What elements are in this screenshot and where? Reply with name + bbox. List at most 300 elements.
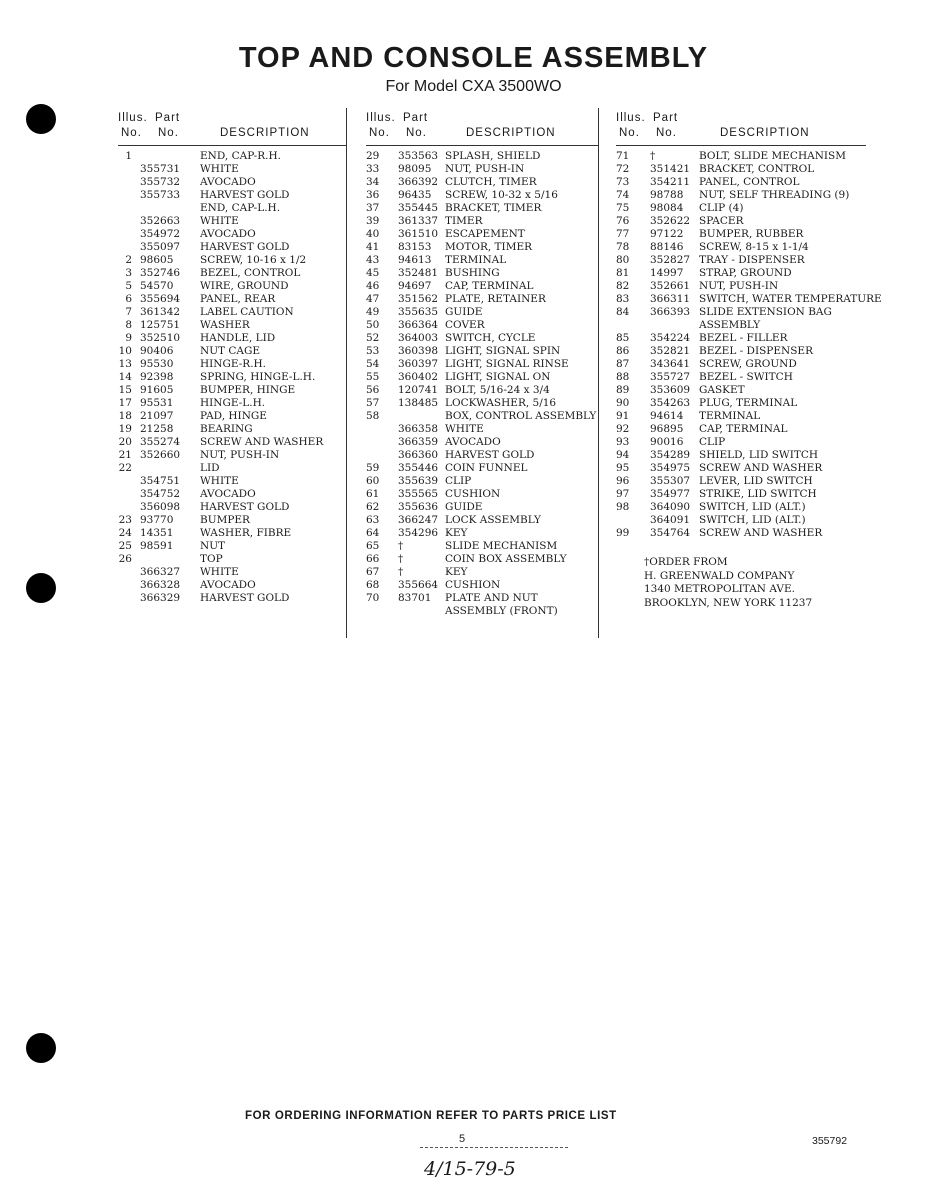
part-description: BEARING: [200, 423, 253, 435]
part-description: LEVER, LID SWITCH: [699, 475, 813, 487]
part-number: 98788: [650, 189, 684, 201]
illus-number: 95: [616, 462, 630, 474]
illus-number: 25: [118, 540, 132, 552]
illus-number: 43: [366, 254, 380, 266]
part-number: 360398: [398, 345, 439, 357]
part-description: BOX, CONTROL ASSEMBLY: [445, 410, 597, 422]
part-number: 366247: [398, 514, 439, 526]
part-description: CLIP: [699, 436, 726, 448]
part-number: 353563: [398, 150, 439, 162]
illus-number: 81: [616, 267, 630, 279]
part-number: 352663: [140, 215, 181, 227]
part-number: 352827: [650, 254, 691, 266]
illus-number: 58: [366, 410, 380, 422]
part-number: 355445: [398, 202, 439, 214]
illus-number: 2: [125, 254, 132, 266]
part-description: LOCKWASHER, 5/16: [445, 397, 557, 409]
part-description: CLIP: [445, 475, 472, 487]
part-number: 366328: [140, 579, 181, 591]
part-number: †: [650, 150, 656, 162]
illus-number: 40: [366, 228, 380, 240]
part-description: HARVEST GOLD: [200, 592, 290, 604]
part-description: SCREW, 8-15 x 1-1/4: [699, 241, 809, 253]
part-number: 355733: [140, 189, 181, 201]
handwritten-date: 4/15-79-5: [424, 1158, 516, 1180]
header-no-part: No.: [158, 127, 179, 139]
header-description: DESCRIPTION: [220, 127, 310, 139]
part-description: ASSEMBLY (FRONT): [445, 605, 558, 617]
illus-number: 76: [616, 215, 630, 227]
part-number: 352821: [650, 345, 691, 357]
illus-number: 67: [366, 566, 380, 578]
part-number: 352661: [650, 280, 691, 292]
part-number: 354977: [650, 488, 691, 500]
illus-number: 65: [366, 540, 380, 552]
part-description: BEZEL - SWITCH: [699, 371, 793, 383]
part-number: 98095: [398, 163, 432, 175]
part-description: LIGHT, SIGNAL ON: [445, 371, 551, 383]
part-description: CUSHION: [445, 579, 501, 591]
part-number: 351562: [398, 293, 439, 305]
page-number-rule: [420, 1147, 568, 1148]
part-number: 351421: [650, 163, 691, 175]
part-description: MOTOR, TIMER: [445, 241, 533, 253]
part-number: 355565: [398, 488, 439, 500]
part-description: PLUG, TERMINAL: [699, 397, 798, 409]
illus-number: 97: [616, 488, 630, 500]
part-number: 90406: [140, 345, 174, 357]
part-number: 366359: [398, 436, 439, 448]
part-number: 21258: [140, 423, 174, 435]
part-number: 138485: [398, 397, 439, 409]
part-description: STRIKE, LID SWITCH: [699, 488, 817, 500]
part-description: BRACKET, TIMER: [445, 202, 542, 214]
illus-number: 91: [616, 410, 630, 422]
illus-number: 36: [366, 189, 380, 201]
part-number: 352746: [140, 267, 181, 279]
part-description: SCREW, 10-16 x 1/2: [200, 254, 307, 266]
part-description: CUSHION: [445, 488, 501, 500]
header-rule: [616, 145, 866, 146]
header-rule: [118, 145, 346, 146]
part-number: 366392: [398, 176, 439, 188]
parts-column-3: [616, 112, 882, 609]
illus-number: 52: [366, 332, 380, 344]
part-number: 21097: [140, 410, 174, 422]
illus-number: 24: [118, 527, 132, 539]
illus-number: 72: [616, 163, 630, 175]
binder-hole-top: [26, 104, 56, 134]
part-number: 366327: [140, 566, 181, 578]
illus-number: 19: [118, 423, 132, 435]
part-description: WASHER, FIBRE: [200, 527, 292, 539]
part-description: HARVEST GOLD: [445, 449, 535, 461]
part-description: BEZEL - FILLER: [699, 332, 788, 344]
part-description: ASSEMBLY: [699, 319, 761, 331]
part-description: NUT, SELF THREADING (9): [699, 189, 850, 201]
part-description: TIMER: [445, 215, 483, 227]
illus-number: 77: [616, 228, 630, 240]
part-number: 364091: [650, 514, 691, 526]
part-number: 352481: [398, 267, 439, 279]
order-from-street: 1340 METROPOLITAN AVE.: [644, 583, 795, 595]
part-description: END, CAP-L.H.: [200, 202, 281, 214]
part-description: SCREW, GROUND: [699, 358, 797, 370]
part-number: 366360: [398, 449, 439, 461]
illus-number: 84: [616, 306, 630, 318]
illus-number: 94: [616, 449, 630, 461]
part-number: 360397: [398, 358, 439, 370]
header-rule: [366, 145, 598, 146]
illus-number: 63: [366, 514, 380, 526]
part-number: 355639: [398, 475, 439, 487]
illus-number: 56: [366, 384, 380, 396]
part-number: 343641: [650, 358, 691, 370]
header-no-part: No.: [656, 127, 677, 139]
header-illus: Illus.: [616, 112, 646, 124]
illus-number: 49: [366, 306, 380, 318]
illus-number: 17: [118, 397, 132, 409]
parts-column-1: [118, 112, 346, 604]
part-number: 366364: [398, 319, 439, 331]
illus-number: 33: [366, 163, 380, 175]
illus-number: 74: [616, 189, 630, 201]
order-from-company: H. GREENWALD COMPANY: [644, 569, 795, 582]
column-header: [118, 112, 346, 144]
header-no-part: No.: [406, 127, 427, 139]
part-description: HANDLE, LID: [200, 332, 276, 344]
part-number: 360402: [398, 371, 439, 383]
part-description: SWITCH, LID (ALT.): [699, 501, 806, 513]
part-description: ESCAPEMENT: [445, 228, 525, 240]
part-number: 354972: [140, 228, 181, 240]
illus-number: 57: [366, 397, 380, 409]
part-number: 95530: [140, 358, 174, 370]
part-number: 361510: [398, 228, 439, 240]
part-description: SCREW AND WASHER: [699, 527, 823, 539]
illus-number: 9: [125, 332, 132, 344]
part-description: AVOCADO: [445, 436, 501, 448]
part-description: BEZEL, CONTROL: [200, 267, 301, 279]
part-number: 94697: [398, 280, 432, 292]
part-number: 83153: [398, 241, 432, 253]
part-number: 354211: [650, 176, 691, 188]
part-number: 364003: [398, 332, 439, 344]
illus-number: 5: [125, 280, 132, 292]
part-description: END, CAP-R.H.: [200, 150, 281, 162]
order-from-heading: †ORDER FROM: [644, 556, 728, 568]
part-description: TRAY - DISPENSER: [699, 254, 805, 266]
part-number: 92398: [140, 371, 174, 383]
part-description: NUT, PUSH-IN: [200, 449, 280, 461]
illus-number: 23: [118, 514, 132, 526]
part-description: BUMPER, HINGE: [200, 384, 296, 396]
illus-number: 22: [118, 462, 132, 474]
part-description: AVOCADO: [200, 176, 256, 188]
part-number: 354751: [140, 475, 181, 487]
part-description: WHITE: [200, 163, 239, 175]
illus-number: 83: [616, 293, 630, 305]
illus-number: 45: [366, 267, 380, 279]
illus-number: 68: [366, 579, 380, 591]
page-title: TOP AND CONSOLE ASSEMBLY: [238, 42, 709, 74]
illus-number: 20: [118, 436, 132, 448]
header-no-illus: No.: [619, 127, 640, 139]
part-number: 354764: [650, 527, 691, 539]
part-number: 355307: [650, 475, 691, 487]
illus-number: 85: [616, 332, 630, 344]
part-number: 88146: [650, 241, 684, 253]
page-number: 5: [459, 1133, 466, 1145]
illus-number: 34: [366, 176, 380, 188]
part-number: 83701: [398, 592, 432, 604]
header-part: Part: [653, 112, 679, 124]
illus-number: 64: [366, 527, 380, 539]
header-no-illus: No.: [369, 127, 390, 139]
part-description: STRAP, GROUND: [699, 267, 792, 279]
part-number: †: [398, 566, 404, 578]
part-number: 355731: [140, 163, 181, 175]
part-number: 353609: [650, 384, 691, 396]
part-number: 355727: [650, 371, 691, 383]
illus-number: 96: [616, 475, 630, 487]
part-description: NUT, PUSH-IN: [699, 280, 779, 292]
column-header: [616, 112, 866, 144]
part-description: TOP: [200, 553, 223, 565]
part-number: 361342: [140, 306, 181, 318]
part-description: LABEL CAUTION: [200, 306, 294, 318]
illus-number: 87: [616, 358, 630, 370]
part-number: 352622: [650, 215, 691, 227]
part-description: AVOCADO: [200, 488, 256, 500]
part-description: WHITE: [445, 423, 484, 435]
illus-number: 66: [366, 553, 380, 565]
part-number: 14351: [140, 527, 174, 539]
part-description: KEY: [445, 566, 468, 578]
part-number: 98591: [140, 540, 174, 552]
illus-number: 70: [366, 592, 380, 604]
part-description: WHITE: [200, 566, 239, 578]
part-number: 354975: [650, 462, 691, 474]
part-description: BOLT, 5/16-24 x 3/4: [445, 384, 550, 396]
illus-number: 37: [366, 202, 380, 214]
part-description: LID: [200, 462, 220, 474]
header-part: Part: [403, 112, 429, 124]
part-number: 96435: [398, 189, 432, 201]
header-illus: Illus.: [118, 112, 148, 124]
part-description: HINGE-R.H.: [200, 358, 267, 370]
part-number: 354263: [650, 397, 691, 409]
illus-number: 21: [118, 449, 132, 461]
part-description: COIN FUNNEL: [445, 462, 528, 474]
illus-number: 92: [616, 423, 630, 435]
part-description: KEY: [445, 527, 468, 539]
part-number: 355732: [140, 176, 181, 188]
illus-number: 15: [118, 384, 132, 396]
illus-number: 1: [125, 150, 132, 162]
part-number: 355664: [398, 579, 439, 591]
column-divider-1: [346, 108, 347, 638]
part-description: SPLASH, SHIELD: [445, 150, 541, 162]
part-description: GUIDE: [445, 501, 483, 513]
column-divider-2: [598, 108, 599, 638]
part-description: CAP, TERMINAL: [445, 280, 534, 292]
illus-number: 59: [366, 462, 380, 474]
part-description: WIRE, GROUND: [200, 280, 289, 292]
illus-number: 73: [616, 176, 630, 188]
part-description: BOLT, SLIDE MECHANISM: [699, 150, 846, 162]
part-number: 93770: [140, 514, 174, 526]
illus-number: 29: [366, 150, 380, 162]
header-part: Part: [155, 112, 181, 124]
part-description: PAD, HINGE: [200, 410, 267, 422]
part-description: BUSHING: [445, 267, 500, 279]
part-description: COIN BOX ASSEMBLY: [445, 553, 567, 565]
illus-number: 8: [125, 319, 132, 331]
part-number: 98605: [140, 254, 174, 266]
part-description: SCREW, 10-32 x 5/16: [445, 189, 558, 201]
parts-column-2: [366, 112, 598, 617]
part-description: NUT: [200, 540, 226, 552]
part-description: HARVEST GOLD: [200, 241, 290, 253]
part-number: 366358: [398, 423, 439, 435]
part-description: SLIDE MECHANISM: [445, 540, 558, 552]
part-description: TERMINAL: [699, 410, 761, 422]
illus-number: 26: [118, 553, 132, 565]
part-number: 94613: [398, 254, 432, 266]
document-number: 355792: [812, 1135, 848, 1147]
part-number: 355097: [140, 241, 181, 253]
part-description: WHITE: [200, 215, 239, 227]
part-description: CLUTCH, TIMER: [445, 176, 537, 188]
part-number: 361337: [398, 215, 439, 227]
part-description: SCREW AND WASHER: [200, 436, 324, 448]
part-number: 366393: [650, 306, 691, 318]
part-description: NUT, PUSH-IN: [445, 163, 525, 175]
part-number: †: [398, 553, 404, 565]
part-description: SHIELD, LID SWITCH: [699, 449, 819, 461]
part-number: 94614: [650, 410, 684, 422]
illus-number: 10: [118, 345, 132, 357]
part-number: 355274: [140, 436, 181, 448]
part-description: SLIDE EXTENSION BAG: [699, 306, 832, 318]
part-number: 354752: [140, 488, 181, 500]
part-description: PANEL, REAR: [200, 293, 276, 305]
part-number: 354224: [650, 332, 691, 344]
header-no-illus: No.: [121, 127, 142, 139]
part-description: BRACKET, CONTROL: [699, 163, 815, 175]
page-subtitle: For Model CXA 3500WO: [385, 78, 562, 95]
part-description: SCREW AND WASHER: [699, 462, 823, 474]
illus-number: 50: [366, 319, 380, 331]
illus-number: 80: [616, 254, 630, 266]
part-description: SWITCH, CYCLE: [445, 332, 536, 344]
part-number: 91605: [140, 384, 174, 396]
header-illus: Illus.: [366, 112, 396, 124]
part-description: SPRING, HINGE-L.H.: [200, 371, 316, 383]
part-number: 96895: [650, 423, 684, 435]
illus-number: 82: [616, 280, 630, 292]
column-header: [366, 112, 598, 144]
header-description: DESCRIPTION: [466, 127, 556, 139]
part-description: TERMINAL: [445, 254, 507, 266]
header-description: DESCRIPTION: [720, 127, 810, 139]
part-number: 98084: [650, 202, 684, 214]
illus-number: 39: [366, 215, 380, 227]
illus-number: 88: [616, 371, 630, 383]
part-description: BEZEL - DISPENSER: [699, 345, 813, 357]
part-number: 366329: [140, 592, 181, 604]
part-description: GASKET: [699, 384, 745, 396]
illus-number: 7: [125, 306, 132, 318]
binder-hole-bottom: [26, 1033, 56, 1063]
illus-number: 71: [616, 150, 630, 162]
part-number: 354296: [398, 527, 439, 539]
part-number: 90016: [650, 436, 684, 448]
part-number: 364090: [650, 501, 691, 513]
part-description: HINGE-L.H.: [200, 397, 266, 409]
part-number: 355635: [398, 306, 439, 318]
illus-number: 54: [366, 358, 380, 370]
part-description: SWITCH, WATER TEMPERATURE: [699, 293, 882, 305]
part-description: WASHER: [200, 319, 250, 331]
part-description: GUIDE: [445, 306, 483, 318]
part-number: 354289: [650, 449, 691, 461]
part-number: 14997: [650, 267, 684, 279]
part-description: CLIP (4): [699, 202, 744, 214]
part-description: PLATE, RETAINER: [445, 293, 546, 305]
part-description: SWITCH, LID (ALT.): [699, 514, 806, 526]
part-description: PLATE AND NUT: [445, 592, 538, 604]
illus-number: 93: [616, 436, 630, 448]
illus-number: 99: [616, 527, 630, 539]
part-number: 366311: [650, 293, 691, 305]
part-number: 356098: [140, 501, 181, 513]
part-description: LOCK ASSEMBLY: [445, 514, 541, 526]
part-number: 125751: [140, 319, 181, 331]
part-number: 355636: [398, 501, 439, 513]
illus-number: 47: [366, 293, 380, 305]
part-description: COVER: [445, 319, 485, 331]
illus-number: 89: [616, 384, 630, 396]
order-from-block: [644, 556, 812, 610]
part-description: BUMPER: [200, 514, 250, 526]
illus-number: 18: [118, 410, 132, 422]
part-number: 54570: [140, 280, 174, 292]
part-description: CAP, TERMINAL: [699, 423, 788, 435]
part-description: PANEL, CONTROL: [699, 176, 800, 188]
illus-number: 14: [118, 371, 132, 383]
part-number: 120741: [398, 384, 439, 396]
illus-number: 46: [366, 280, 380, 292]
order-from-city: BROOKLYN, NEW YORK 11237: [644, 596, 813, 609]
part-number: 352510: [140, 332, 181, 344]
illus-number: 62: [366, 501, 380, 513]
part-description: NUT CAGE: [200, 345, 261, 357]
part-description: HARVEST GOLD: [200, 189, 290, 201]
part-description: LIGHT, SIGNAL RINSE: [445, 358, 569, 370]
part-number: 355694: [140, 293, 181, 305]
part-number: 95531: [140, 397, 174, 409]
illus-number: 13: [118, 358, 132, 370]
part-description: BUMPER, RUBBER: [699, 228, 804, 240]
illus-number: 6: [125, 293, 132, 305]
binder-hole-middle: [26, 573, 56, 603]
illus-number: 61: [366, 488, 380, 500]
ordering-footer: FOR ORDERING INFORMATION REFER TO PARTS PRICE LIST: [245, 1110, 617, 1122]
illus-number: 90: [616, 397, 630, 409]
illus-number: 86: [616, 345, 630, 357]
